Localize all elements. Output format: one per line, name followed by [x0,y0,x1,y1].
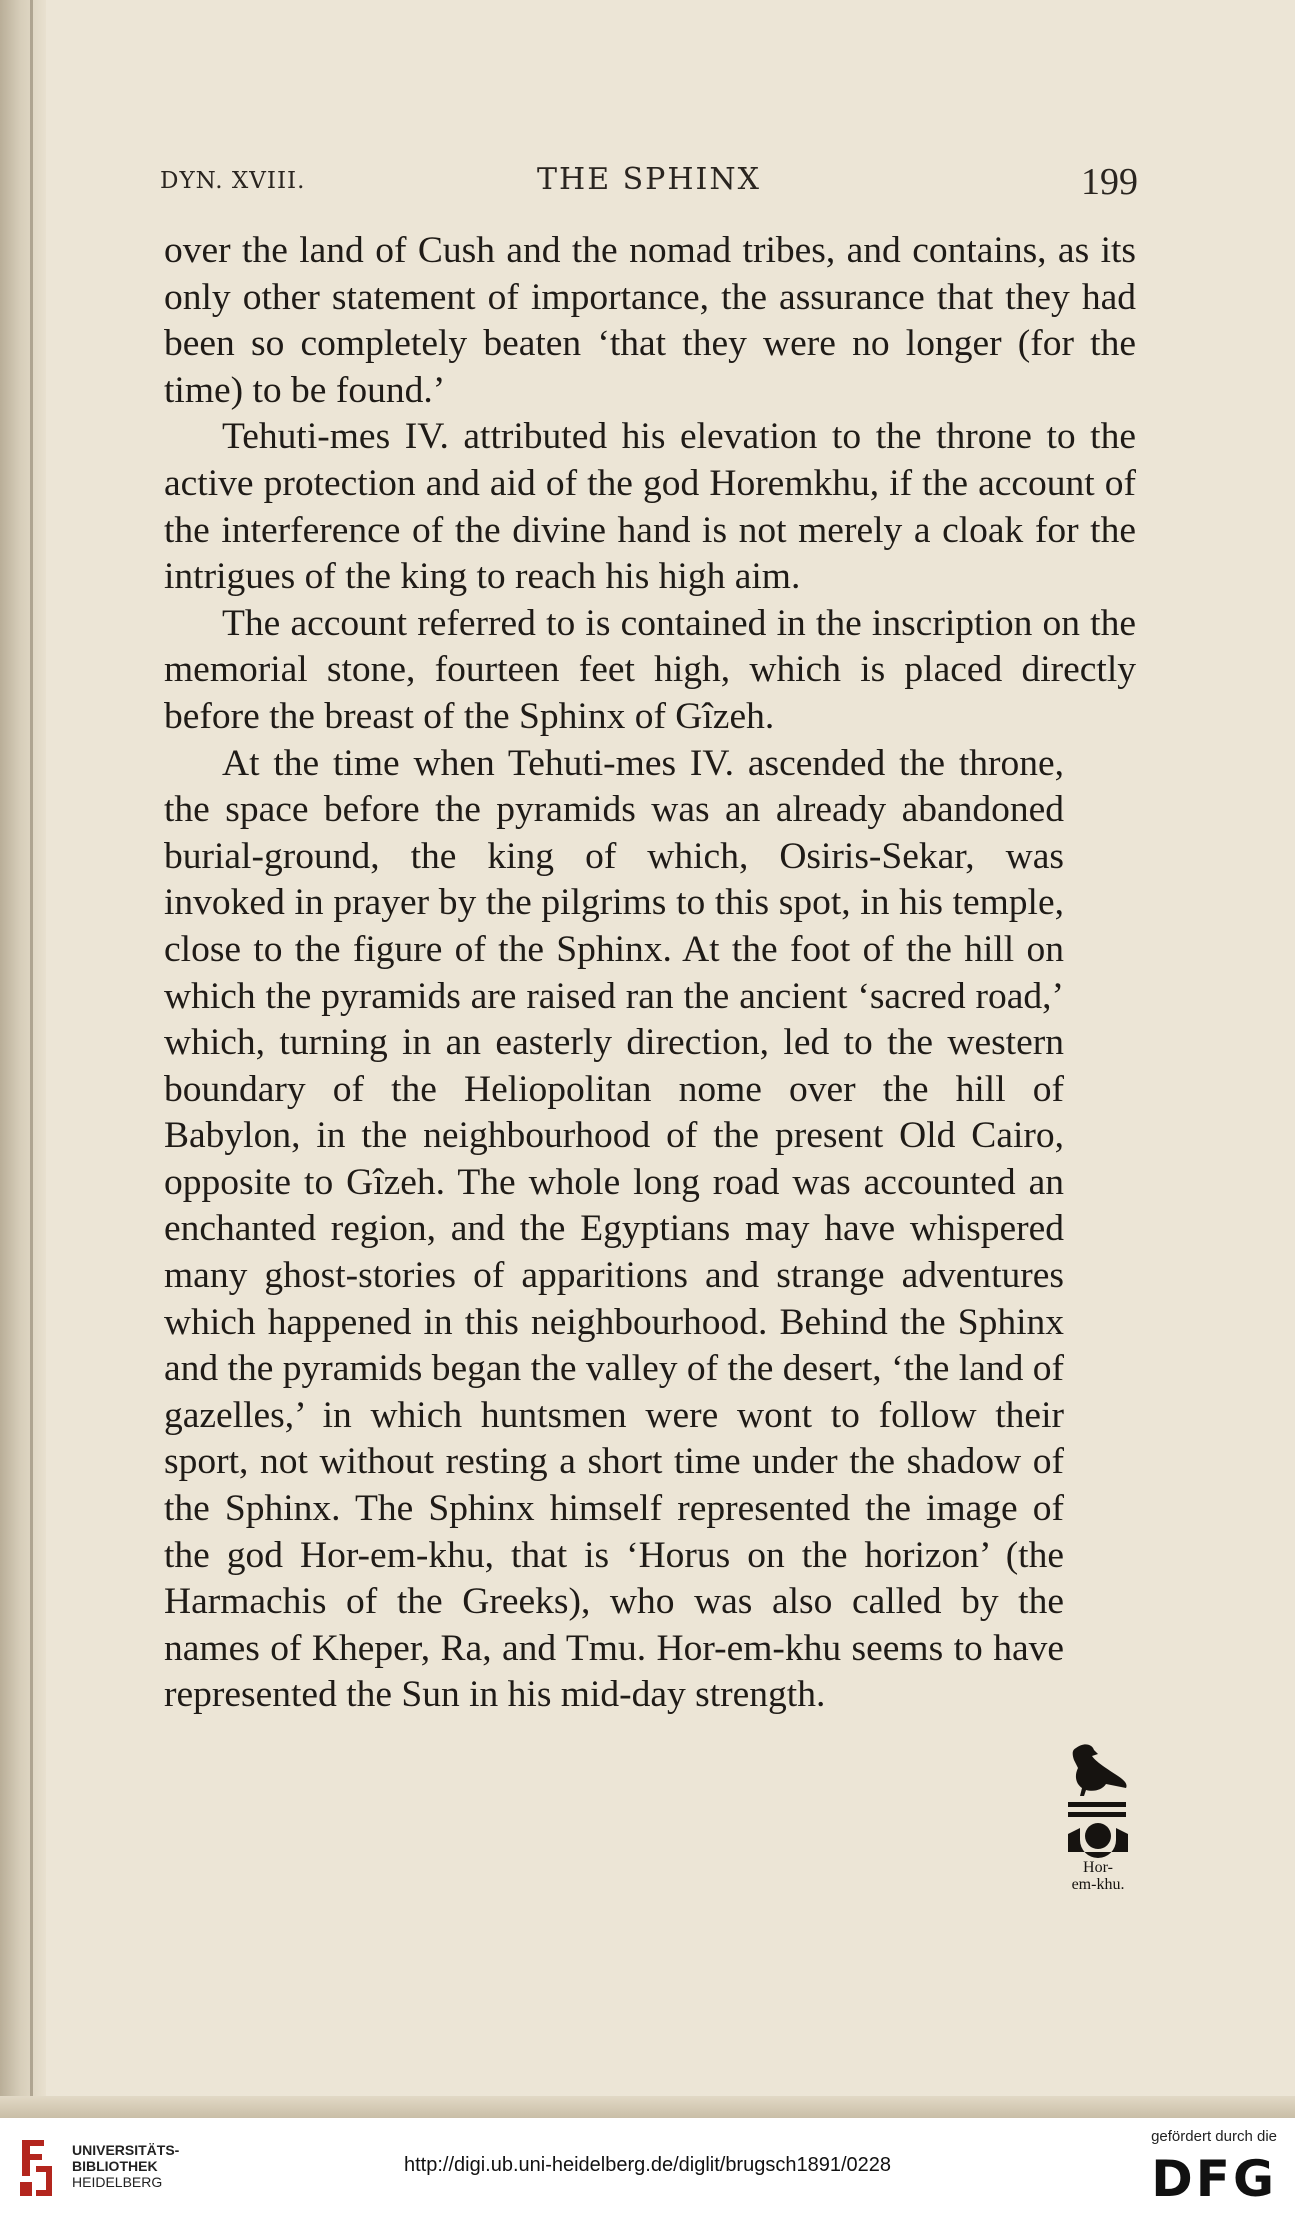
institution-line-1: UNIVERSITÄTS- [72,2142,180,2158]
institution-line-3: HEIDELBERG [72,2174,163,2190]
running-header [160,160,1138,208]
paragraph-3: The account referred to is contained in the inscription on the memorial stone, fourteen feet high, which is placed directly before the breast of the Sphinx of Gîzeh. [164,602,1136,737]
caption-line-2: em-khu. [1071,1876,1125,1893]
book-spine-shadow [0,0,46,2118]
page-edge-shadow [0,2096,1295,2118]
permalink-url[interactable]: http://digi.ub.uni-heidelberg.de/diglit/brugsch1891/0228 [403,2154,892,2176]
funding-note: gefördert durch die [1151,2128,1277,2145]
hieroglyph-caption [1058,1859,1138,1893]
dynasty-label: DYN. XVIII. [160,168,306,194]
hieroglyph-figure [1062,1740,1134,1910]
running-title: THE SPHINX [537,162,761,197]
horemkhu-hieroglyph-icon [1062,1740,1134,1858]
body-text [164,228,1136,1719]
caption-line-1: Hor- [1083,1859,1113,1876]
paragraph-4: At the time when Tehuti-mes IV. ascended the throne, the space before the pyramids was an already abandoned burial-ground, the king of which, Osiris-Sekar, was invoked in prayer by the pilgrims to this spot, in his temple, close to the figure of the Sphinx. At the foot of the hill on which the pyramids are raised ran the ancient ‘sacred road,’ which, turning in an easterly direction, led to the western boundary of the Heliopolitan nome over the hill of Babylon, in the neighbourhood of the present Old Cairo, opposite to Gîzeh. The whole long road was accounted an enchanted region, and the Egyptians may have whispered many ghost-stories of apparitions and strange adventures which happened in this neighbourhood. Behind the Sphinx and the pyramids began the valley of the desert, ‘the land of gazelles,’ in which huntsmen were wont to follow their sport, not without resting a short time under the shadow of the Sphinx. The Sphinx himself represented the image of the god Hor-em-khu, that is ‘Horus on the horizon’ (the Harmachis of the Greeks), who was also called by the names of Kheper, Ra, and Tmu. Hor-em-khu seems to have represented the Sun in his mid-day strength. [164,742,1064,1716]
dfg-logo: DFG [1151,2150,1277,2208]
gutter-line [30,0,33,2118]
paragraph-2: Tehuti-mes IV. attributed his elevation to the throne to the active protection and aid of the god Horemkhu, if the account of the interference of the divine hand is not merely a cloak for the intrigues of the king to reach his high aim. [164,416,1136,598]
institution-line-2: BIBLIOTHEK [72,2158,158,2174]
page-number: 199 [1081,161,1138,203]
digitization-footer [0,2118,1295,2213]
paragraph-1: over the land of Cush and the nomad tribes, and contains, as its only other statement of importance, the assurance that they had been so completely beaten ‘that they were no longer (for the time) to be found.’ [164,230,1136,411]
